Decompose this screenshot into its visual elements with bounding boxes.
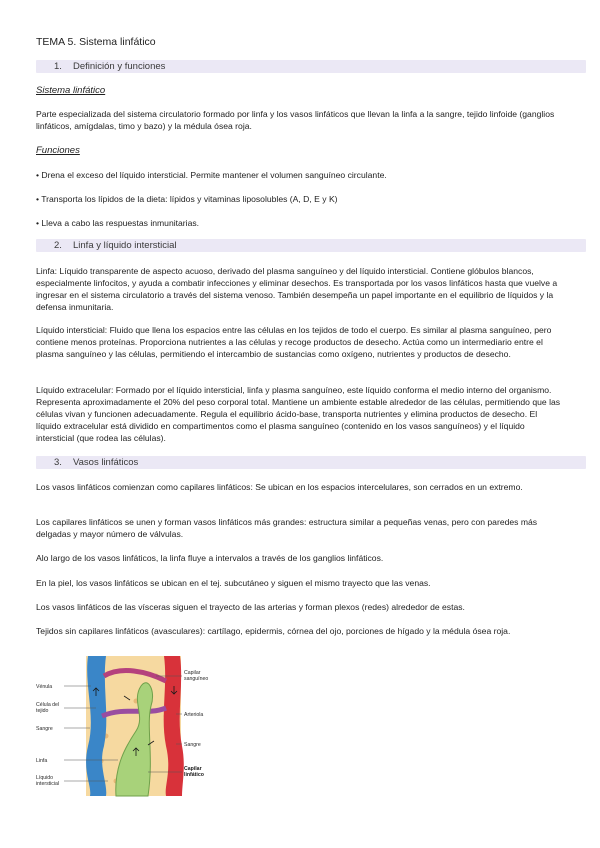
function-bullet: • Lleva a cabo las respuestas inmunitarias. (36, 218, 200, 228)
paragraph-linfa: Linfa: Líquido transparente de aspecto acuoso, derivado del plasma sanguíneo y del líquido intersticial. Contiene glóbulos blancos, especialmente linfocitos, y ayuda a combatir infecciones y eliminar desechos. Es transportada por los vasos linfáticos hasta que vuelve a ingresar en el sistema circulatorio a través del sistema venoso. También desempeña un papel importante en el equilibrio de líquidos y la defensa inmunitaria. (36, 266, 558, 313)
paragraph-vasos-1: Los vasos linfáticos comienzan como capilares linfáticos: Se ubican en los espacios intercelulares, son cerrados en un extremo. (36, 482, 523, 492)
section-header-1 (36, 60, 586, 73)
section-title: Definición y funciones (73, 61, 166, 72)
subheading-sistema-linfatico: Sistema linfático (36, 85, 106, 96)
section-header-2 (36, 239, 586, 252)
section-title: Vasos linfáticos (73, 457, 139, 468)
paragraph-vasos-4: En la piel, los vasos linfáticos se ubican en el tej. subcutáneo y siguen el mismo trayecto que las venas. (36, 578, 431, 588)
label-venula: Vénula (36, 684, 53, 690)
definition-paragraph: Parte especializada del sistema circulatorio formado por linfa y los vasos linfáticos que llevan la linfa a la sangre, tejido linfoide (ganglios linfáticos, amígdalas, timo y bazo) y la médula ósea roja. (36, 109, 555, 132)
function-bullet: • Drena el exceso del líquido intersticial. Permite mantener el volumen sanguíneo circulante. (36, 170, 387, 180)
paragraph-liquido-extracelular: Líquido extracelular: Formado por el líquido intersticial, linfa y plasma sanguíneo, este líquido conforma el medio interno del organismo. Representa aproximadamente el 20% del peso corporal total. Mantiene un ambiente estable alrededor de las células, permitiendo que las células vivan y funcionen adecuadamente. Regula el equilibrio ácido-base, transporta nutrientes y elimina productos de desecho. El líquido extracelular está dividido en compartimentos como el plasma sanguíneo (contenido en los vasos sanguíneos) y el líquido intersticial (que rodea las células). (36, 385, 561, 444)
section-title: Linfa y líquido intersticial (73, 240, 177, 251)
label-capilar-linfatico-1: Capilar (184, 766, 202, 772)
lymphatic-capillary-figure (36, 646, 226, 806)
label-sangre-left: Sangre (36, 726, 53, 732)
section-number: 2. (54, 240, 62, 251)
paragraph-vasos-2: Los capilares linfáticos se unen y forman vasos linfáticos más grandes: estructura similar a pequeñas venas, pero con paredes más delgadas y mayor número de válvulas. (36, 517, 538, 540)
label-celula-tejido-2: tejido (36, 708, 49, 714)
label-capilar-sanguineo-2: sanguíneo (184, 676, 209, 682)
capillary-diagram (36, 646, 226, 806)
label-capilar-linfatico-2: linfático (184, 772, 204, 778)
label-celula-tejido-1: Célula del (36, 702, 60, 708)
paragraph-vasos-5: Los vasos linfáticos de las vísceras siguen el trayecto de las arterias y forman plexos (redes) alrededor de estas. (36, 602, 465, 612)
document-title: TEMA 5. Sistema linfático (36, 36, 156, 48)
section-header-3 (36, 456, 586, 469)
paragraph-liquido-intersticial: Líquido intersticial: Fluido que llena los espacios entre las células en los tejidos de todo el cuerpo. Es similar al plasma sanguíneo, pero contiene menos proteínas. Proporciona nutrientes a las células y recoge productos de desecho. Actúa como un intermediario entre el plasma sanguíneo y las células, permitiendo el intercambio de sustancias como oxígeno, nutrientes y productos de desecho. (36, 325, 552, 360)
label-capilar-sanguineo-1: Capilar (184, 670, 201, 676)
label-liquido-2: intersticial (36, 781, 60, 787)
label-liquido-1: Líquido (36, 775, 54, 781)
paragraph-vasos-3: Alo largo de los vasos linfáticos, la linfa fluye a intervalos a través de los ganglios linfáticos. (36, 553, 384, 563)
label-sangre-right: Sangre (184, 742, 201, 748)
label-arteriola: Arteriola (184, 712, 204, 718)
paragraph-vasos-6: Tejidos sin capilares linfáticos (avasculares): cartílago, epidermis, córnea del ojo, porciones de hígado y la médula ósea roja. (36, 626, 511, 636)
section-number: 1. (54, 61, 62, 72)
label-linfa: Linfa (36, 758, 48, 764)
section-number: 3. (54, 457, 62, 468)
function-bullet: • Transporta los lípidos de la dieta: lípidos y vitaminas liposolubles (A, D, E y K) (36, 194, 338, 204)
subheading-funciones: Funciones (36, 145, 80, 156)
